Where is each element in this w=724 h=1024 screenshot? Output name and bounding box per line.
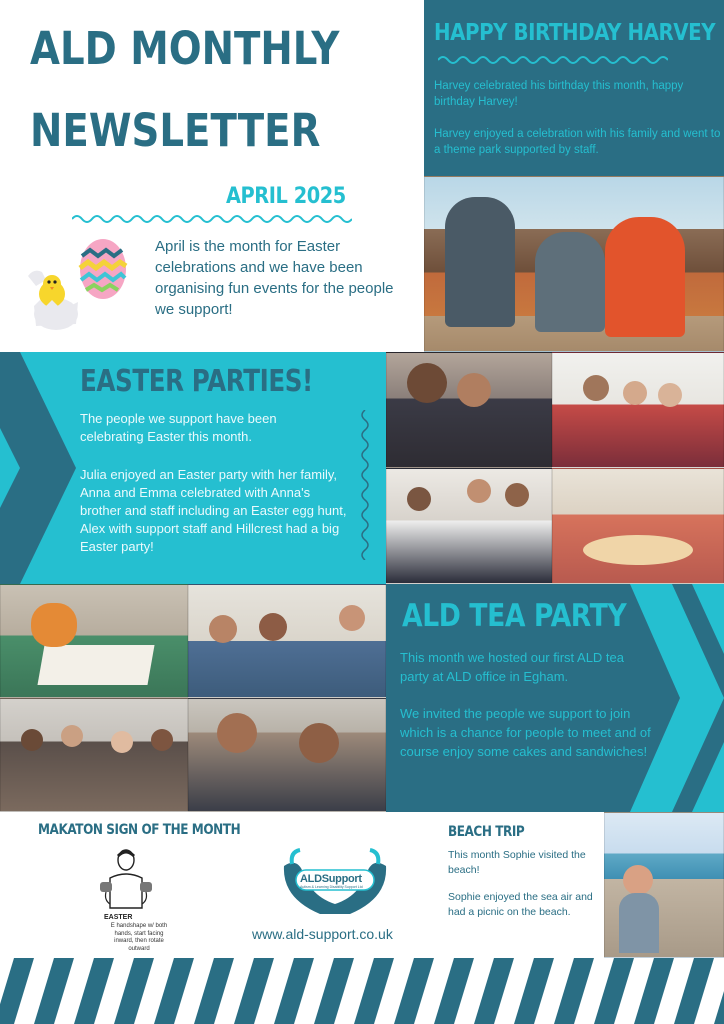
intro-text: April is the month for Easter celebrations and we have been organising fun events for the people we support! bbox=[155, 238, 394, 318]
easter-panel bbox=[0, 352, 386, 584]
tea-photo-1 bbox=[0, 584, 188, 698]
easter-photo-4 bbox=[552, 468, 724, 584]
birthday-photo bbox=[424, 176, 724, 352]
easter-para2: Julia enjoyed an Easter party with her family, Anna and Emma celebrated with Anna's brother and staff including an Easter egg hunt, Alex with support staff and Hillcrest had a big Easter party! bbox=[80, 467, 347, 554]
makaton-heading: MAKATON SIGN OF THE MONTH bbox=[38, 822, 241, 838]
beach-photo bbox=[604, 812, 724, 958]
logo-tagline: Autism & Learning Disability Support Ltd bbox=[300, 885, 363, 889]
makaton-sign-illustration bbox=[96, 848, 156, 910]
website-link[interactable]: www.ald-support.co.uk bbox=[252, 926, 393, 942]
beach-heading: BEACH TRIP bbox=[448, 824, 525, 840]
tea-photo-2 bbox=[188, 584, 386, 698]
birthday-heading: HAPPY BIRTHDAY HARVEY bbox=[434, 20, 716, 46]
makaton-section bbox=[0, 812, 240, 958]
tea-party-para2: We invited the people we support to join which is a chance for people to meet and of course enjoy some cakes and sandwiches! bbox=[400, 706, 651, 759]
easter-para1: The people we support have been celebrating Easter this month. bbox=[80, 411, 277, 444]
birthday-para1: Harvey celebrated his birthday this month, happy birthday Harvey! bbox=[434, 80, 684, 108]
birthday-para2: Harvey enjoyed a celebration with his family and went to a theme park supported by staff. bbox=[434, 128, 721, 156]
easter-heading: EASTER PARTIES! bbox=[80, 364, 313, 399]
easter-photo-2 bbox=[552, 352, 724, 468]
tea-photo-4 bbox=[188, 698, 386, 812]
wavy-divider bbox=[438, 54, 668, 66]
easter-egg-icon bbox=[78, 234, 128, 300]
tea-photo-3 bbox=[0, 698, 188, 812]
title-panel bbox=[0, 0, 424, 352]
wavy-divider bbox=[72, 212, 352, 226]
chevron-arrow-left bbox=[0, 352, 80, 584]
logo-section bbox=[240, 812, 436, 958]
beach-para1: This month Sophie visited the beach! bbox=[448, 849, 586, 876]
tea-party-para1: This month we hosted our first ALD tea party at ALD office in Egham. bbox=[400, 650, 624, 684]
logo-brand: ALDSupport bbox=[300, 873, 362, 885]
newsletter-title-line2: NEWSLETTER bbox=[30, 104, 321, 157]
easter-photo-3 bbox=[386, 468, 552, 584]
issue-date: APRIL 2025 bbox=[226, 184, 346, 209]
newsletter-title-line1: ALD MONTHLY bbox=[30, 22, 340, 75]
beach-para2: Sophie enjoyed the sea air and had a picnic on the beach. bbox=[448, 891, 593, 918]
chevron-arrow-right bbox=[630, 584, 724, 812]
makaton-sign-word: EASTER bbox=[104, 914, 133, 921]
makaton-sign-description: E handshape w/ both hands, start facing inward, then rotate outward bbox=[110, 923, 168, 952]
tea-party-heading: ALD TEA PARTY bbox=[402, 598, 627, 634]
easter-photo-1 bbox=[386, 352, 552, 468]
tea-party-panel bbox=[386, 584, 724, 812]
beach-section bbox=[436, 812, 604, 958]
vertical-wavy-line bbox=[358, 410, 372, 560]
hatching-chick-icon bbox=[24, 262, 82, 332]
birthday-panel bbox=[424, 0, 724, 176]
striped-footer bbox=[0, 958, 724, 1024]
